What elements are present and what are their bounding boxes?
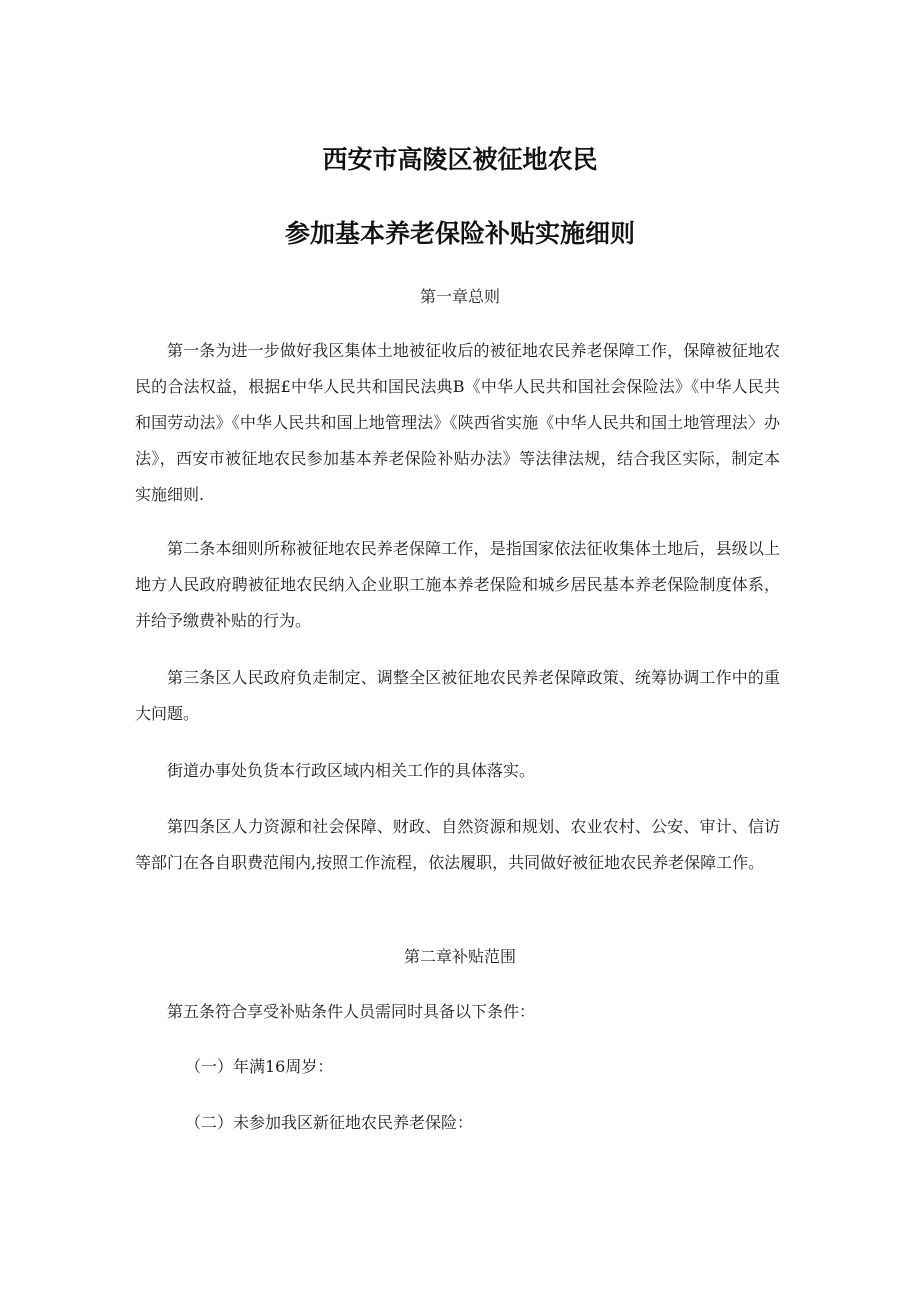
chapter-heading-subsidy-scope: 第二章补贴范围 xyxy=(403,947,516,966)
article-4-paragraph: 第四条区人力资源和社会保障、财政、自然资源和规划、农业农村、公安、审计、信访等部门在各自职费范闱内,按照工作流程，依法履职，共同做好被征地农民养老保障工作。 xyxy=(135,817,780,872)
article-5-paragraph: 第五条符合享受补贴条件人员需同时具备以下条件： xyxy=(167,1002,536,1021)
article-2-paragraph: 第二条本细则所称被征地农民养老保障工作，是指国家依法征收集体土地后，县级以上地方人民政府聘被征地农民纳入企业职工施本养老保险和城乡居民基本养老保险制度体系，并给予缴费补贴的行为。 xyxy=(135,539,780,630)
document-title-line1: 西安市高陵区被征地农民 xyxy=(322,145,598,174)
condition-item-2: （二）未参加我区新征地农民养老保险： xyxy=(185,1113,474,1132)
article-1-paragraph: 第一条为进一步做好我区集体土地被征收后的被征地农民养老保障工作，保障被征地农民的合法权益，根据£中华人民共和国民法典B《中华人民共和国社会保险法》《中华人民共和国劳动法》《中华人民共和国上地管理法》《陕西省实施《中华人民共和国土地管理法〉办法》，西安市被征地农民参加基本养老保险补贴办法》等法律法规，结合我区实际，制定本实施细则. xyxy=(135,341,780,504)
article-3-paragraph: 第三条区人民政府负走制定、调整全区被征地农民养老保障政策、统筹协调工作中的重大问题。 xyxy=(135,668,780,723)
document-title-line2: 参加基本养老保险补贴实施细则 xyxy=(284,219,635,248)
article-3-sub-paragraph: 街道办事处负货本行政区域内相关工作的具体落实。 xyxy=(167,761,536,780)
condition-item-1: （一）年满16周岁： xyxy=(185,1057,334,1076)
chapter-heading-general: 第一章总则 xyxy=(419,287,500,306)
